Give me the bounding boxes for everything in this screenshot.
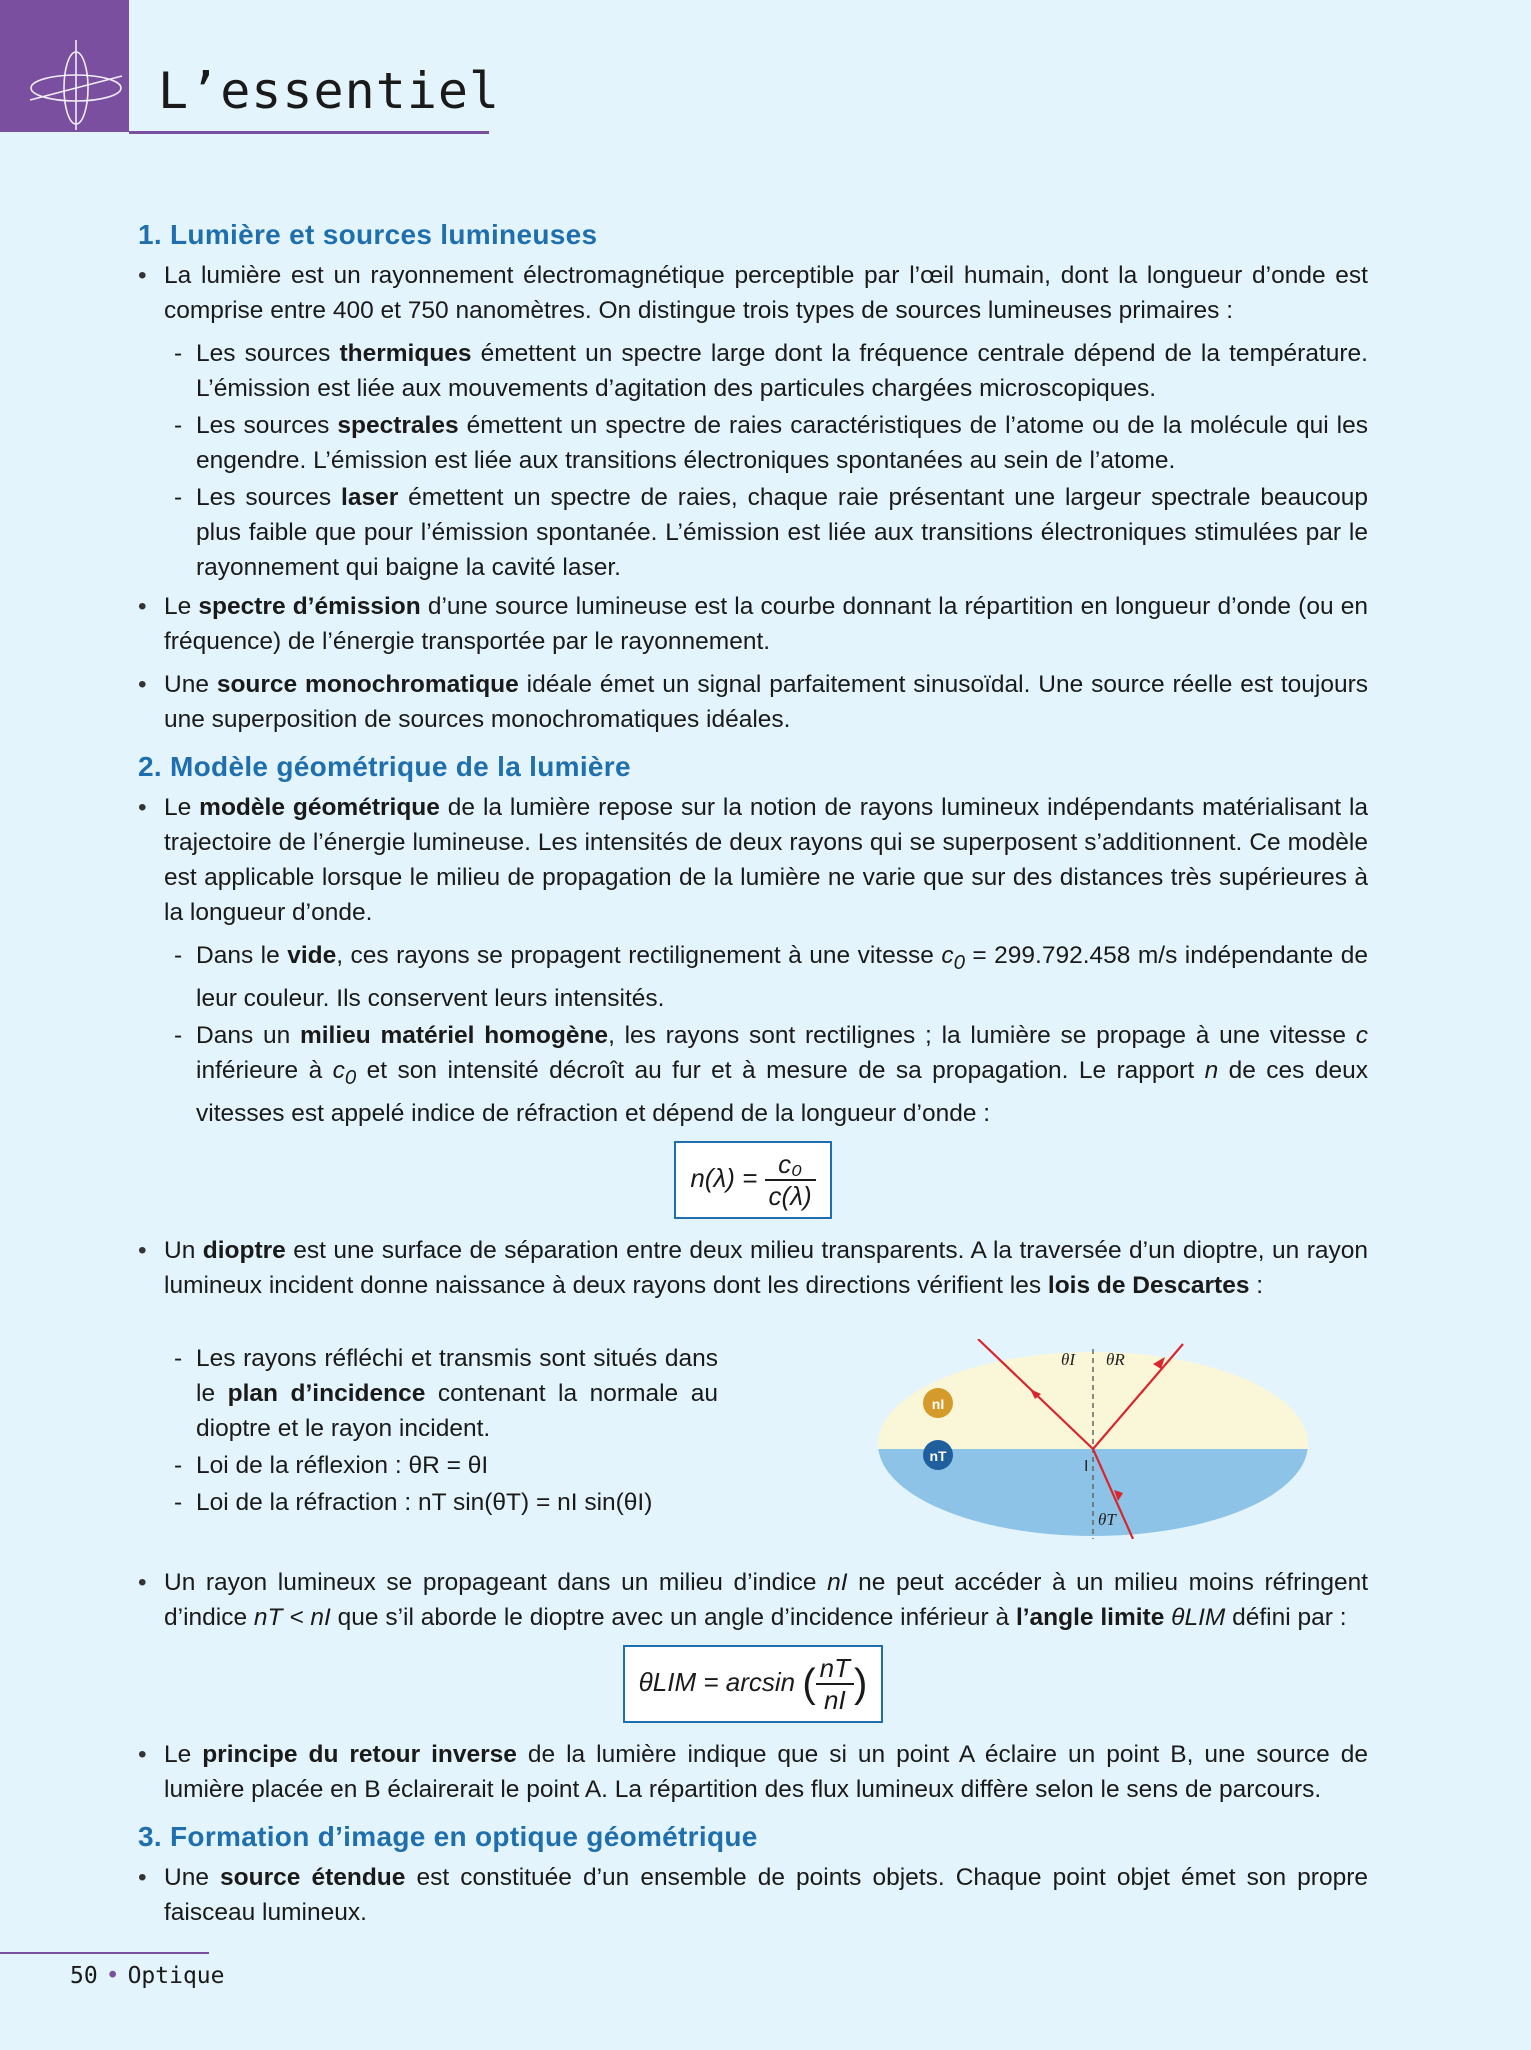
s2-bullet-inverse-return: • Le principe du retour inverse de la lumière indique que si un point A éclaire un point B, une source de lumière placée en B éclairerait le point A. La répartition des flux lumineux diffère selon le sens de parcours. <box>138 1737 1368 1807</box>
incidence-point-label: I <box>1084 1457 1089 1475</box>
s2-dash-vacuum: - Dans le vide, ces rayons se propagent rectilignement à une vitesse $c_0 = 299.792.458$ m/s indépendante de leur couleur. Ils conservent leurs intensités. <box>138 938 1368 1016</box>
page-footer <box>70 1963 225 1989</box>
s1-bullet-light: • La lumière est un rayonnement électromagnétique perceptible par l’œil humain, dont la longueur d’onde est comprise entre 400 et 750 nanomètres. On distingue trois types de sources lumineuses primaires : <box>138 258 1368 328</box>
s3-bullet-extended-source: • Une source étendue est constituée d’un ensemble de points objets. Chaque point objet émet son propre faisceau lumineux. <box>138 1860 1368 1930</box>
section-1-title: 1. Lumière et sources lumineuses <box>138 219 598 250</box>
footer-line <box>0 1952 209 1954</box>
svg-text:nI: nI <box>931 1395 945 1412</box>
s1-bullet-monochromatic: • Une source monochromatique idéale émet un signal parfaitement sinusoïdal. Une source réelle est toujours une superposition de sources monochromatiques idéales. <box>138 667 1368 737</box>
chapter-corner-logo <box>0 0 129 132</box>
s1-bullet-spectrum: • Le spectre d’émission d’une source lumineuse est la courbe donnant la répartition en longueur d’onde (ou en fréquence) de l’énergie transportée par le rayonnement. <box>138 589 1368 659</box>
theta-i-label: θI <box>1061 1349 1076 1369</box>
page-title: L’essentiel <box>158 62 501 120</box>
footer-separator: • <box>105 1963 120 1989</box>
theta-t-label: θT <box>1098 1509 1116 1529</box>
s2-dash-refraction-law: - Loi de la réfraction : nT sin(θT) = nI sin(θI) <box>138 1485 718 1520</box>
main-content <box>138 205 1368 1938</box>
s1-dash-spectral: - Les sources spectrales émettent un spectre de raies caractéristiques de l’atome ou de la molécule qui les engendre. L’émission est liée aux transitions électroniques spontanées au sein de l’atome. <box>138 408 1368 478</box>
svg-text:nT: nT <box>929 1447 947 1464</box>
s2-bullet-critical-angle: • Un rayon lumineux se propageant dans un milieu d’indice nI ne peut accéder à un milieu moins réfringent d’indice nT < nI que s’il aborde le dioptre avec un angle d’incidence inférieur à l’angle limite θLIM défini par : <box>138 1565 1368 1635</box>
s2-bullet-model: • Le modèle géométrique de la lumière repose sur la notion de rayons lumineux indépendants matérialisant la trajectoire de l’énergie lumineuse. Les intensités de deux rayons qui se superposent s’additionnent. Ce modèle est applicable lorsque le milieu de propagation de la lumière ne varie que sur des distances très supérieures à la longueur d’onde. <box>138 790 1368 930</box>
section-3-title: 3. Formation d’image en optique géométrique <box>138 1820 758 1852</box>
s1-dash-laser: - Les sources laser émettent un spectre de raies, chaque raie présentant une largeur spectrale beaucoup plus faible que pour l’émission spontanée. L’émission est liée aux transitions électroniques stimulées par le rayonnement qui baigne la cavité laser. <box>138 480 1368 585</box>
formula-critical-angle: θLIM = arcsin ( $\frac{nT}{nI}$ ) <box>623 1645 884 1723</box>
s2-dash-incidence-plane: - Les rayons réfléchi et transmis sont situés dans le plan d’incidence contenant la normale au dioptre et le rayon incident. <box>138 1341 718 1446</box>
prism-icon <box>0 0 129 132</box>
formula-refractive-index: n(λ) = $\frac{\text{c₀}}{c(\lambda)}$ <box>674 1141 831 1219</box>
s2-dash-medium: - Dans un milieu matériel homogène, les rayons sont rectilignes ; la lumière se propage à une vitesse c inférieure à $c_0$ et son intensité décroît au fur et à mesure de sa propagation. Le rapport n de ces deux vitesses est appelé indice de réfraction et dépend de la longueur d’onde : <box>138 1018 1368 1131</box>
s1-dash-thermal: - Les sources thermiques émettent un spectre large dont la fréquence centrale dépend de la température. L’émission est liée aux mouvements d’agitation des particules chargées microscopiques. <box>138 336 1368 406</box>
section-2-title: 2. Modèle géométrique de la lumière <box>138 751 631 782</box>
s2-dash-reflection-law: - Loi de la réflexion : θR = θI <box>138 1448 718 1483</box>
page-number: 50 <box>70 1963 98 1989</box>
s2-bullet-dioptre: • Un dioptre est une surface de séparation entre deux milieu transparents. A la traversée d’un dioptre, un rayon lumineux incident donne naissance à deux rayons dont les directions vérifient les lois de Descartes : <box>138 1233 1368 1303</box>
theta-r-label: θR <box>1106 1349 1125 1369</box>
title-underline <box>129 131 489 134</box>
dioptre-diagram <box>878 1339 1308 1539</box>
chapter-name: Optique <box>127 1963 225 1989</box>
descartes-laws <box>138 1339 1368 1561</box>
